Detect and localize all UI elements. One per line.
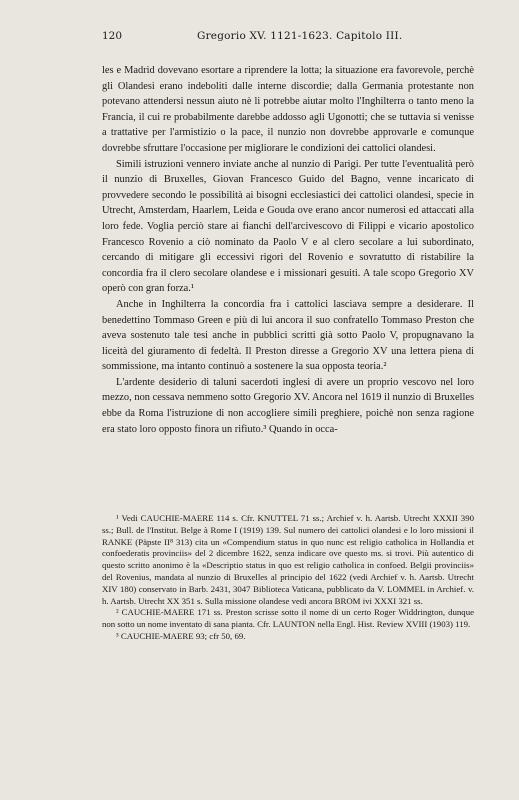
footnote: ³ CAUCHIE-MAERE 93; cfr 50, 69. xyxy=(116,630,246,641)
page-number: 120 xyxy=(102,30,123,42)
footnote: ¹ Vedi CAUCHIE-MAERE 114 s. Cfr. KNUTTEL 71 ss.; Archief v. h. Aartsb. Utrecht XXXII 390 ss.; Bull. de l'Institut. Belge à Rome I (1919) 139. Sul numero dei cattolici olandesi e lo loro missioni il RANKE (Päpste II⁸ 313) cita un «Compendium status in quo nunc est religio catholica in Hollandia et confoederatis provinciis» del 2 dicembre 1622, senza indicare ove questo ms. si trovi. Più autentico di questo scritto anonimo è la «Descriptio status in quo est religio catholica in confoed. Belgii provinciis» del Rovenius, mandata al nunzio di Bruxelles al principio del 1622 (vedi Archief v. h. Aartsb. Utrecht XIV 180) conservato in Barb. 2431, 3047 Biblioteca Vaticana, pubblicato da V. LOMMEL in Archief. v. h. Aartsb. Utrecht XX 351 s. Sulla missione olandese vedi ancora BROM ivi XXXI 321 ss. xyxy=(102,513,474,606)
paragraph: les e Madrid dovevano esortare a riprendere la lotta; la situazione era favorevole, perchè gli Olandesi erano indeboliti dalle interne discordie; dalla Germania protestante non potevano attendersi nessun aiuto nè li potrebbe aiutar molto l'Inghilterra o tanto meno la Francia, il cui re probabilmente darebbe addosso agli Ugonotti; che se tuttavia si venisse a trattative per l'armistizio o la pace, il nunzio non dovrebbe approvarle e comunque dovrebbe sfruttare l'occasione per migliorare le condizioni dei cattolici olandesi. xyxy=(102,65,474,154)
footnotes xyxy=(102,513,474,643)
running-title: Gregorio XV. 1121-1623. Capitolo III. xyxy=(197,30,403,42)
paragraph: L'ardente desiderio di taluni sacerdoti inglesi di avere un proprio vescovo nel loro mezzo, non cessava nemmeno sotto Gregorio XV. Ancora nel 1619 il nunzio di Bruxelles ebbe da Roma l'istruzione di non accogliere simili preghiere, poichè non senza ragione era stato loro opposto finora un rifiuto.³ Quando in occa- xyxy=(102,376,474,435)
paragraph: Anche in Inghilterra la concordia fra i cattolici lasciava sempre a desiderare. Il benedettino Tommaso Green e più di lui ancora il suo confratello Tommaso Preston che aveva sostenuto tale tesi anche in pubblici scritti già sotto Paolo V, propugnavano la liceità del giuramento di fedeltà. Il Preston diresse a Gregorio XV una lettera piena di sommissione, ma intanto continuò a sostenere la sua opposta teoria.² xyxy=(102,298,474,373)
paragraph: Simili istruzioni vennero inviate anche al nunzio di Parigi. Per tutte l'eventualità però il nunzio di Bruxelles, Giovan Francesco Guido del Bagno, venne incaricato di provvedere secondo le possibilità ai bisogni ecclesiastici dei cattolici olandesi, specie in Utrecht, Amsterdam, Haarlem, Leida e Gouda ove erano ancor numerosi ed attaccati alla loro fede. Voglia perciò stare ai fianchi dell'arcivescovo di Filippi e vicario apostolico Francesco Rovenio a ciò nominato da Paolo V e al clero secolare a lui subordinato, cercando di mitigare gli eccessivi rigori del Rovenio e sovratutto di ristabilire la concordia fra il clero secolare olandese e i missionari gesuiti. A tale scopo Gregorio XV operò con gran forza.¹ xyxy=(102,158,474,295)
footnote: ² CAUCHIE-MAERE 171 ss. Preston scrisse sotto il nome di un certo Roger Widdrington, dunque non sotto un nome inventato di sana pianta. Cfr. LAUNTON nella Engl. Hist. Review XVIII (1903) 119. xyxy=(102,607,474,630)
main-text xyxy=(102,63,474,437)
